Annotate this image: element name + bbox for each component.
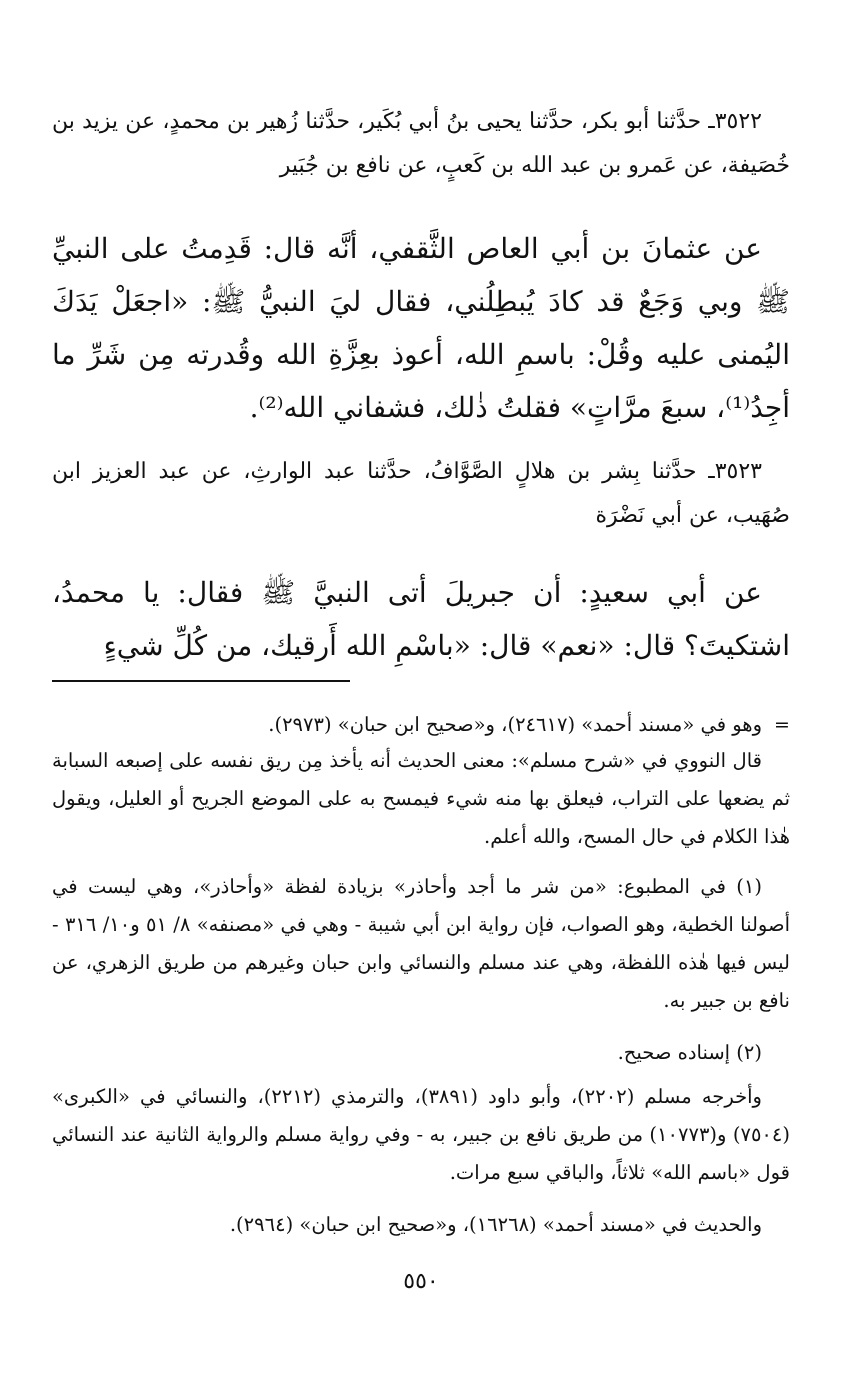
footnote-separator — [52, 680, 350, 682]
footnote-ahmad-reference: والحديث في «مسند أحمد» (١٦٢٦٨)، و«صحيح ابن حبان» (٢٩٦٤). — [229, 1213, 762, 1236]
hadith-3522-isnad: ٣٥٢٢ـ حدَّثنا أبو بكر، حدَّثنا يحيى بنُ أبي بُكَير، حدَّثنا زُهير بن محمدٍ، عن يزيد بن خُصَيفة، عن عَمرو بن عبد الله بن كَعبٍ، عن نافع بن جُبَير — [52, 109, 790, 178]
footnote-takhrij: وأخرجه مسلم (٢٢٠٢)، وأبو داود (٣٨٩١)، والترمذي (٢٢١٢)، والنسائي في «الكبرى» (٧٥٠٤) و(١٠٧٧٣) من طريق نافع بن جبير، به - وفي رواية مسلم والرواية الثانية عند النسائي قول «باسم الله» ثلاثاً، والباقي سبع مرات. — [52, 1085, 790, 1184]
footnote-nawawi-commentary: قال النووي في «شرح مسلم»: معنى الحديث أنه يأخذ مِن ريق نفسه على إصبعه السبابة ثم يضعها على التراب، فيعلق بها منه شيء فيمسح به على الموضع الجريح أو العليل، ويقول هٰذا الكلام في حال المسح، والله أعلم. — [52, 749, 790, 848]
footnote-continuation-mark: = — [774, 714, 790, 736]
page-number: ٥٥٠ — [403, 1269, 439, 1294]
footnote-2: (٢) إسناده صحيح. — [617, 1041, 762, 1064]
footnote-1: (١) في المطبوع: «من شر ما أجد وأحاذر» بزيادة لفظة «وأحاذر»، وهي ليست في أصولنا الخطية، وهو الصواب، فإن رواية ابن أبي شيبة - وهي في «مصنفه» ٨/ ٥١ و١٠/ ٣١٦ - ليس فيها هٰذه اللفظة، وهي عند مسلم والنسائي وابن حبان وغيرهم من طريق الزهري، عن نافع بن جبير به. — [52, 875, 790, 1012]
hadith-3523-isnad: ٣٥٢٣ـ حدَّثنا بِشر بن هلالٍ الصَّوَّافُ، حدَّثنا عبد الوارثِ، عن عبد العزيز ابن صُهَيب، عن أبي نَضْرَة — [52, 459, 790, 528]
book-page — [52, 0, 790, 1384]
footnote-carryover: وهو في «مسند أحمد» (٢٤٦١٧)، و«صحيح ابن حبان» (٢٩٧٣). — [268, 713, 762, 736]
hadith-3522-matn: عن عثمانَ بن أبي العاص الثَّقفي، أنَّه قال: قَدِمتُ على النبيِّ ﷺ وبي وَجَعٌ قد كادَ يُبطِلُني، فقال ليَ النبيُّ ﷺ: «اجعَلْ يَدَكَ اليُمنى عليه وقُلْ: باسمِ الله، أعوذ بعِزَّةِ الله وقُدرته مِن شَرِّ ما أجِدُ⁽¹⁾، سبعَ مرَّاتٍ» فقلتُ ذٰلك، فشفاني الله⁽²⁾. — [52, 232, 790, 424]
hadith-3523-matn: عن أبي سعيدٍ: أن جبريلَ أتى النبيَّ ﷺ فقال: يا محمدُ، اشتكيتَ؟ قال: «نعم» قال: «باسْمِ الله أَرقيك، من كُلِّ شيءٍ — [52, 576, 790, 662]
